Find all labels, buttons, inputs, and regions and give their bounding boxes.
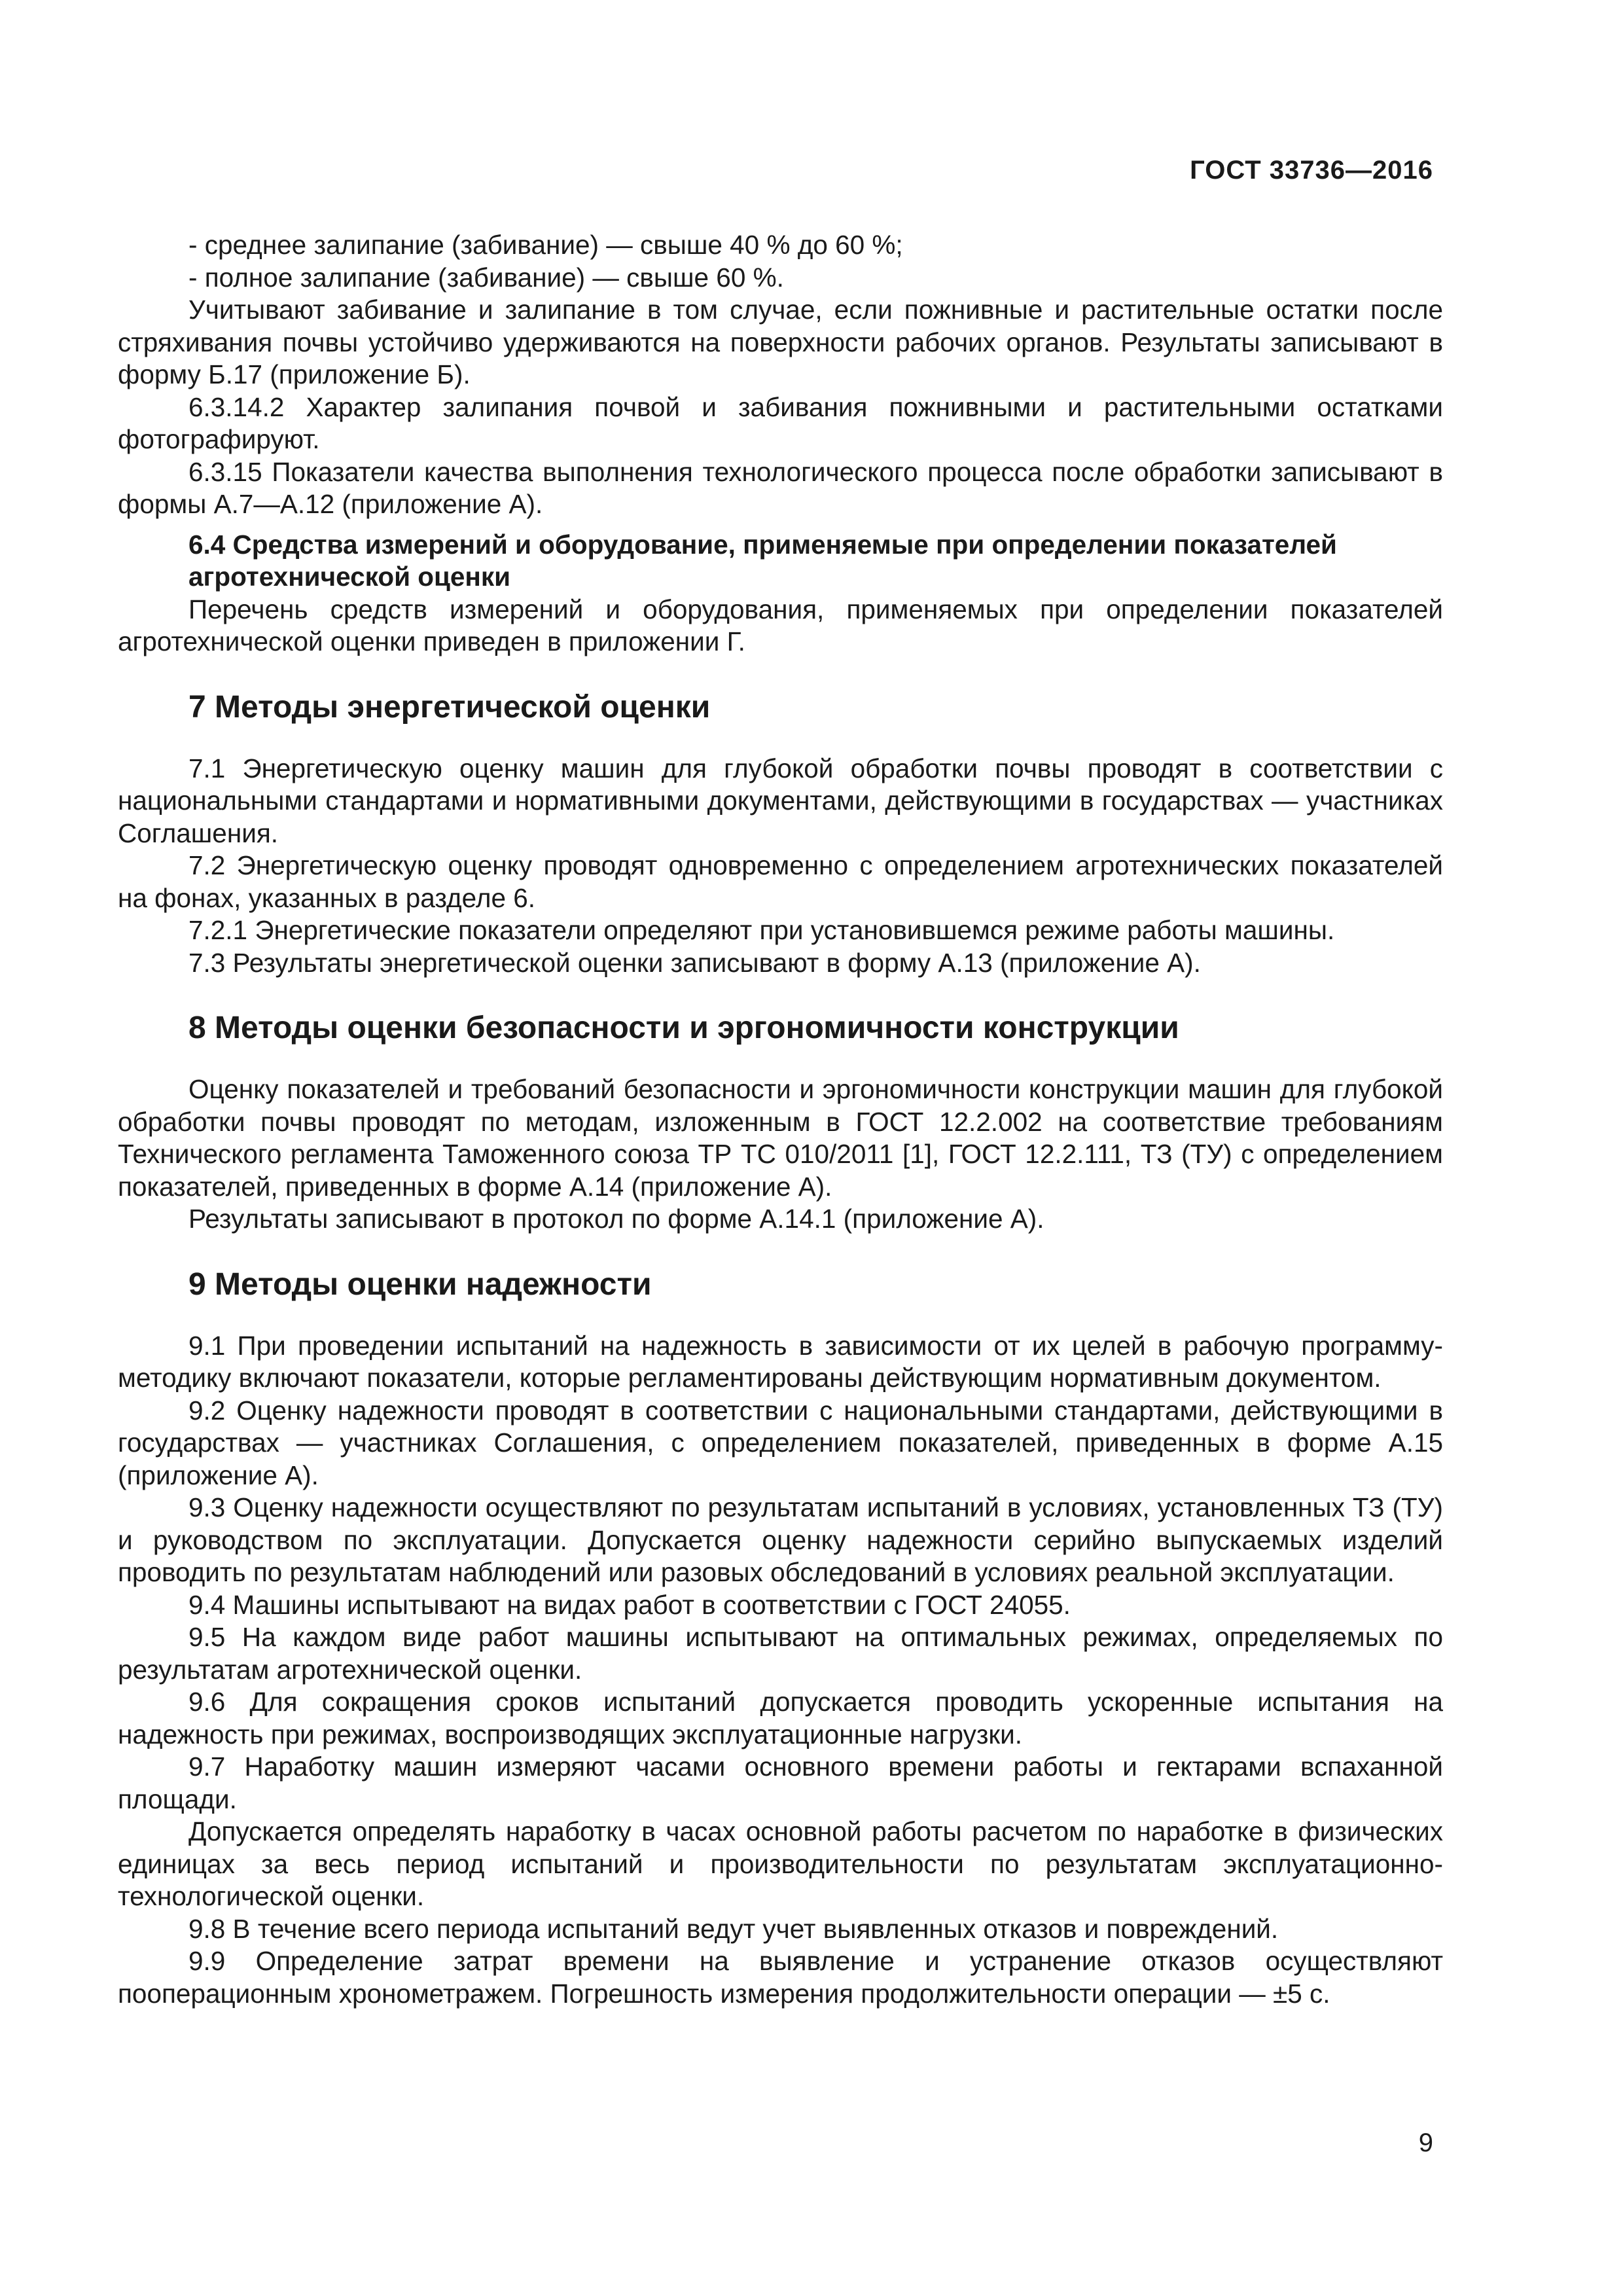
paragraph: Перечень средств измерений и оборудования, применяемых при определении показателей агротехнической оценки приведен в приложении Г. [118, 594, 1443, 656]
paragraph-9-6: 9.6 Для сокращения сроков испытаний допускается проводить ускоренные испытания на надежность при режимах, воспроизводящих эксплуатационные нагрузки. [118, 1687, 1443, 1749]
paragraph-7-2-1: 7.2.1 Энергетические показатели определяют при установившемся режиме работы машины. [188, 915, 1335, 945]
subsection-heading-6-4: 6.4 Средства измерений и оборудование, применяемые при определении показателей агротехнической оценки [188, 529, 1337, 592]
paragraph-6-3-15: 6.3.15 Показатели качества выполнения технологического процесса после обработки записывают в формы А.7—А.12 (приложение А). [118, 456, 1443, 519]
paragraph: Учитывают забивание и залипание в том случае, если пожнивные и растительные остатки после стряхивания почвы устойчиво удерживаются на поверхности рабочих органов. Результаты записывают в форму Б.17 (приложение Б). [118, 295, 1443, 389]
section-heading-7: 7 Методы энергетической оценки [188, 689, 711, 725]
paragraph: Оценку показателей и требований безопасности и эргономичности конструкции машин для глубокой обработки почвы проводят по методам, изложенным в ГОСТ 12.2.002 на соответствие требованиям Технического регламента Таможенного союза ТР ТС 010/2011 [1], ГОСТ 12.2.111, ТЗ (ТУ) с определением показателей, приведенных в форме А.14 (приложение А). [118, 1074, 1443, 1202]
paragraph-7-3: 7.3 Результаты энергетической оценки записывают в форму А.13 (приложение А). [188, 947, 1201, 978]
paragraph-9-2: 9.2 Оценку надежности проводят в соответствии с национальными стандартами, действующими в государствах — участниках Соглашения, с определением показателей, приведенных в форме А.15 (приложение А). [118, 1395, 1443, 1490]
paragraph-9-9: 9.9 Определение затрат времени на выявление и устранение отказов осуществляют пооперационным хронометражем. Погрешность измерения продолжительности операции — ±5 с. [118, 1946, 1443, 2009]
paragraph-9-3: 9.3 Оценку надежности осуществляют по результатам испытаний в условиях, установленных ТЗ (ТУ) и руководством по эксплуатации. Допускается оценку надежности серийно выпускаемых изделий проводить по результатам наблюдений или разовых обследований в условиях реальной эксплуатации. [118, 1492, 1443, 1587]
page-number: 9 [1418, 2128, 1433, 2157]
paragraph: Результаты записывают в протокол по форме А.14.1 (приложение А). [188, 1204, 1044, 1234]
spacer [118, 1047, 1443, 1073]
list-item: - среднее залипание (забивание) — свыше 40 % до 60 %; [188, 230, 903, 260]
document-code-header: ГОСТ 33736—2016 [1190, 156, 1433, 185]
spacer [118, 726, 1443, 753]
document-body [118, 229, 1443, 2010]
paragraph-9-1: 9.1 При проведении испытаний на надежность в зависимости от их целей в рабочую программу-методику включают показатели, которые регламентированы действующим нормативным документом. [118, 1330, 1443, 1393]
spacer [118, 1304, 1443, 1330]
paragraph-6-3-14-2: 6.3.14.2 Характер залипания почвой и забивания пожнивными и растительными остатками фотографируют. [118, 391, 1443, 454]
paragraph-7-2: 7.2 Энергетическую оценку проводят одновременно с определением агротехнических показателей на фонах, указанных в разделе 6. [118, 850, 1443, 913]
paragraph-9-4: 9.4 Машины испытывают на видах работ в соответствии с ГОСТ 24055. [188, 1589, 1071, 1620]
section-heading-9: 9 Методы оценки надежности [188, 1266, 652, 1302]
paragraph: Допускается определять наработку в часах основной работы расчетом по наработке в физических единицах за весь период испытаний и производительности по результатам эксплуатационно-технологической оценки. [118, 1816, 1443, 1911]
paragraph-9-8: 9.8 В течение всего периода испытаний ведут учет выявленных отказов и повреждений. [188, 1913, 1279, 1944]
paragraph-9-5: 9.5 На каждом виде работ машины испытывают на оптимальных режимах, определяемых по результатам агротехнической оценки. [118, 1622, 1443, 1685]
spacer [118, 979, 1443, 1009]
paragraph-7-1: 7.1 Энергетическую оценку машин для глубокой обработки почвы проводят в соответствии с национальными стандартами и нормативными документами, действующими в государствах — участниках Соглашения. [118, 753, 1443, 848]
list-item: - полное залипание (забивание) — свыше 60 %. [188, 262, 784, 293]
section-heading-8: 8 Методы оценки безопасности и эргономичности конструкции [188, 1011, 1179, 1045]
spacer [118, 1236, 1443, 1266]
spacer [118, 658, 1443, 689]
paragraph-9-7: 9.7 Наработку машин измеряют часами основного времени работы и гектарами вспаханной площади. [118, 1751, 1443, 1814]
